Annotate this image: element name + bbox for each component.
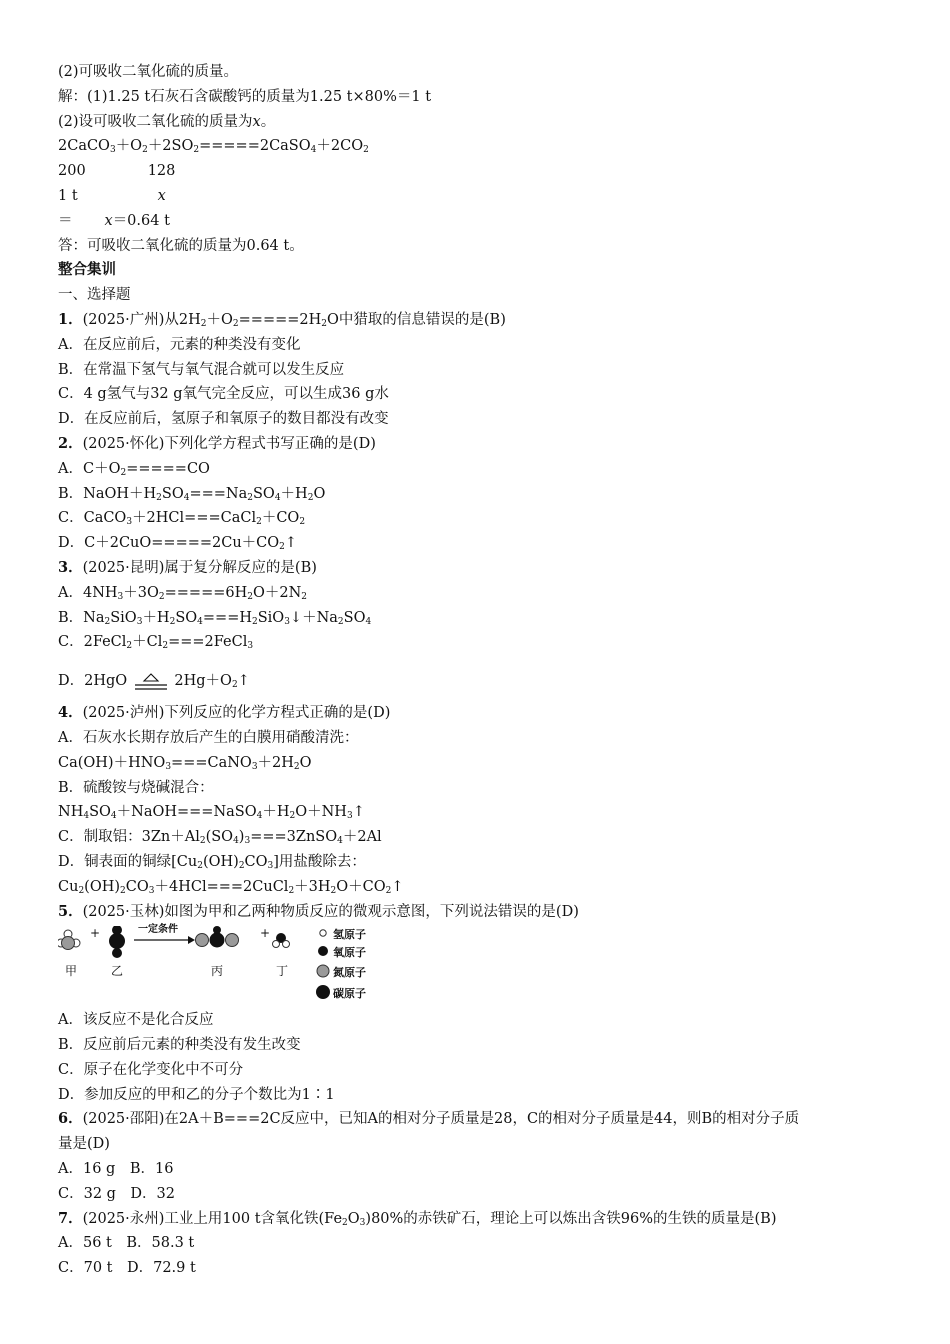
section-title: 整合集训	[58, 261, 116, 279]
question-2-stem: 2．(2025·怀化)下列化学方程式书写正确的是(D)	[58, 434, 376, 452]
solution-line-2: (2)设可吸收二氧化硫的质量为x。	[58, 113, 276, 130]
question-7-stem: 7．(2025·永州)工业上用100 t含氧化铁$(Fe_2O_3)80\%$的赤铁矿石，理论上可以炼出含铁96%的生铁的质量是(B)	[58, 1209, 777, 1228]
question-6-stem-line-2: 量是(D)	[58, 1136, 110, 1153]
question-4-stem: 4．(2025·泸州)下列反应的化学方程式正确的是(D)	[58, 704, 391, 722]
plus-sign-1: +	[90, 926, 101, 941]
question-3-option-b: B．$Na_2SiO_3+H_2SO_4===H_2SiO_3↓+Na_2SO_4$	[58, 609, 372, 627]
reaction-micro-diagram	[58, 926, 898, 1004]
solution-line-1: 解：(1)1.25 t石灰石含碳酸钙的质量为1.25 t×80%＝1 t	[58, 88, 432, 105]
solution-masses: 200 128	[58, 163, 176, 180]
legend-hydrogen: 氢原子	[333, 928, 366, 942]
question-6-options-cd: C．32 g D．32	[58, 1185, 176, 1202]
question-5-option-c: C．原子在化学变化中不可分	[58, 1061, 244, 1078]
question-4-option-b: B．硫酸铵与烧碱混合：	[58, 779, 214, 796]
section-subtitle: 一、选择题	[58, 287, 131, 304]
solution-equation: $2CaCO_3+O_2+2SO_2=====2CaSO_4+2CO_2$	[58, 138, 369, 156]
legend-oxygen: 氧原子	[333, 946, 366, 960]
question-6-options-ab: A．16 g B．16	[58, 1161, 174, 1178]
question-5-option-b: B．反应前后元素的种类没有发生改变	[58, 1037, 301, 1054]
question-2-option-a: A．$C+O_2=====CO$	[58, 460, 210, 478]
heat-condition-symbol	[132, 671, 170, 691]
question-7-options-ab: A．56 t B．58.3 t	[58, 1235, 195, 1252]
question-4-option-d-equation: $Cu_2(OH)_2CO_3+4HCl===2CuCl_2+3H_2O+CO_2↑$	[58, 878, 404, 896]
question-3-option-c: C．$2FeCl_2+Cl_2===2FeCl_3$	[58, 634, 254, 652]
label-bing: 丙	[211, 964, 224, 979]
question-4-option-a: A．石灰水长期存放后产生的白膜用硝酸清洗：	[58, 729, 359, 746]
label-jia: 甲	[65, 964, 78, 979]
question-4-option-c: C．制取铝：$3Zn+Al_2(SO_4)_3===3ZnSO_4+2Al$	[58, 829, 382, 847]
question-3-option-d: D．2HgO $2Hg+O_2↑$	[58, 673, 250, 691]
label-yi: 乙	[111, 964, 124, 979]
solution-answer: 答：可吸收二氧化硫的质量为0.64 t。	[58, 237, 304, 254]
question-1-option-c: C．4 g氢气与32 g氧气完全反应，可以生成36 g水	[58, 386, 389, 403]
question-1-stem: 1．(2025·广州)从$2H_2+O_2=====2H_2O$中猎取的信息错误的是(B)	[58, 310, 506, 329]
reaction-condition-label: 一定条件	[138, 924, 178, 936]
question-4-option-d: D．铜表面的铜绿$[Cu_2(OH)_2CO_3]$用盐酸除去：	[58, 853, 366, 871]
legend-nitrogen: 氮原子	[333, 966, 366, 980]
question-2-option-b: B．$NaOH+H_2SO_4===Na_2SO_4+H_2O$	[58, 485, 326, 503]
legend-carbon: 碳原子	[333, 987, 366, 1001]
solution-amounts: 1 t x	[58, 187, 166, 204]
question-3-option-a: A．$4NH_3+3O_2=====6H_2O+2N_2$	[58, 584, 308, 602]
solution-result: ＝ x＝0.64 t	[58, 212, 170, 229]
question-2-option-d: D．$C+2CuO=====2Cu+CO_2↑$	[58, 535, 298, 553]
question-3-stem: 3．(2025·昆明)属于复分解反应的是(B)	[58, 558, 317, 576]
pre-question-2: (2)可吸收二氧化硫的质量。	[58, 64, 239, 80]
question-2-option-c: C．$CaCO_3+2HCl===CaCl_2+CO_2$	[58, 510, 306, 528]
question-4-option-b-equation: $NH_4SO_4+NaOH===NaSO_4+H_2O+NH_3↑$	[58, 804, 365, 822]
question-1-option-a: A．在反应前后，元素的种类没有变化	[58, 336, 301, 353]
question-1-option-b: B．在常温下氢气与氧气混合就可以发生反应	[58, 361, 345, 378]
question-5-option-d: D．参加反应的甲和乙的分子个数比为1∶1	[58, 1086, 335, 1103]
question-4-option-a-equation: $Ca(OH)+HNO_3===CaNO_3+2H_2O$	[58, 754, 312, 772]
question-5-option-a: A．该反应不是化合反应	[58, 1012, 214, 1029]
question-1-option-d: D．在反应前后，氢原子和氧原子的数目都没有改变	[58, 411, 389, 428]
worksheet-page	[58, 60, 898, 1281]
plus-sign-2: +	[260, 926, 271, 941]
question-5-stem: 5．(2025·玉林)如图为甲和乙两种物质反应的微观示意图，下列说法错误的是(D)	[58, 902, 579, 920]
question-7-options-cd: C．70 t D．72.9 t	[58, 1260, 196, 1277]
question-6-stem-line-1: 6．(2025·邵阳)在2A＋B===2C反应中，已知A的相对分子质量是28，C的相对分子质量是44，则B的相对分子质	[58, 1110, 800, 1128]
label-ding: 丁	[276, 964, 289, 979]
